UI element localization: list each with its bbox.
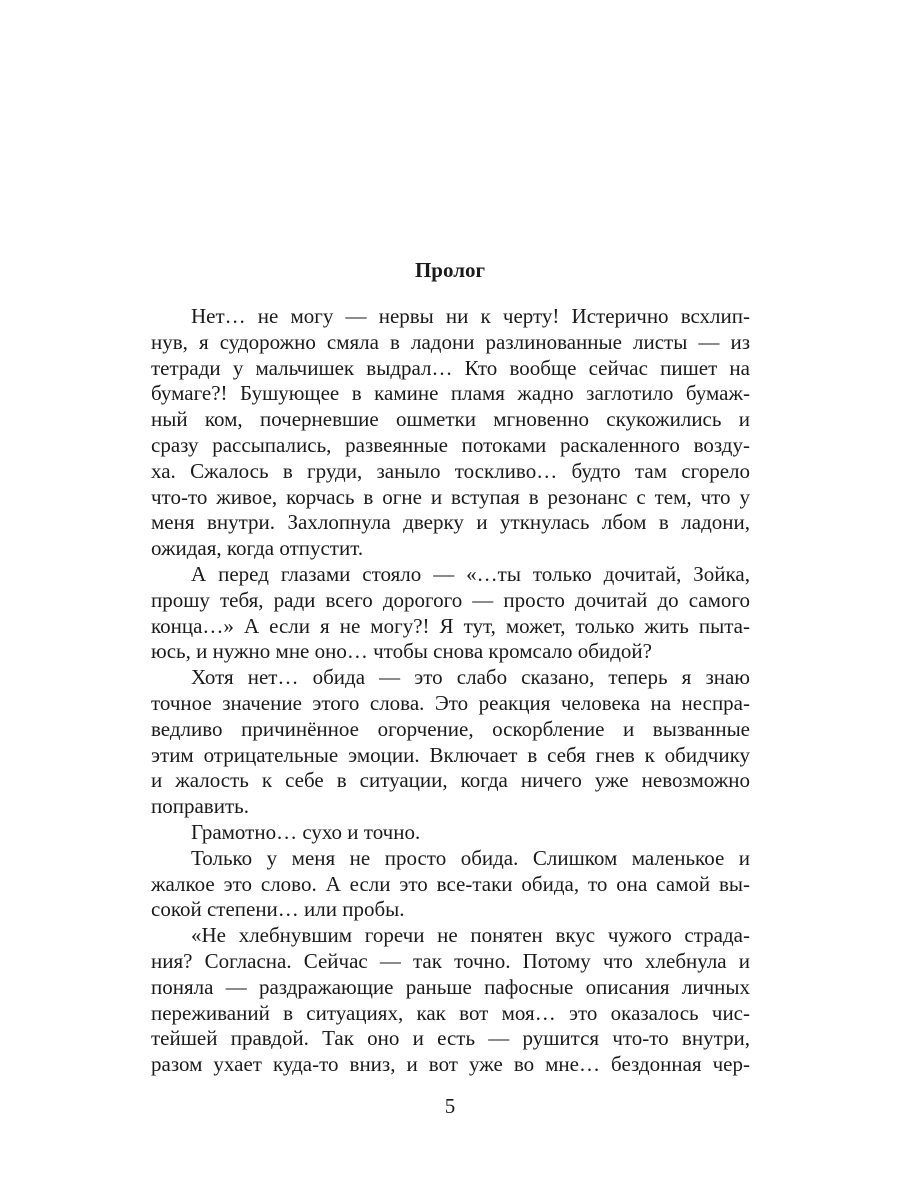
text-line: и жалость к себе в ситуации, когда ничего уже невозможно [151, 768, 750, 793]
text-line: точное значение этого слова. Это реакция человека на неспра- [151, 690, 750, 715]
text-line: юсь, и нужно мне оно… чтобы снова кромсало обидой? [151, 639, 652, 664]
text-line: бумаге?! Бушующее в камине пламя жадно заглотило бумаж- [151, 381, 750, 406]
text-line: этим отрицательные эмоции. Включает в себя гнев к обидчику [151, 742, 750, 767]
text-line: меня внутри. Захлопнула дверку и уткнулась лбом в ладони, [151, 510, 750, 535]
text-line: Нет… не могу — нервы ни к черту! Истерично всхлип- [191, 304, 750, 328]
text-line: ха. Сжалось в груди, заныло тоскливо… будто там сгорело [151, 458, 750, 483]
text-line: ведливо причинённое огорчение, оскорбление и вызванные [151, 716, 750, 741]
text-line: Хотя нет… обида — это слабо сказано, теперь я знаю [191, 665, 750, 690]
text-line: поняла — раздражающие раньше пафосные описания личных [151, 974, 750, 999]
text-line: нув, я судорожно смяла в ладони разлинованные листы — из [151, 329, 750, 354]
text-line: поправить. [151, 794, 249, 819]
text-line: разом ухает куда-то вниз, и вот уже во мне… бездонная чер- [151, 1052, 750, 1077]
text-line: жалкое это слово. А если это все-таки обида, то она самой вы- [151, 871, 750, 896]
text-line: сразу рассыпались, развеянные потоками раскаленного возду- [151, 432, 750, 457]
text-line: Грамотно… сухо и точно. [191, 819, 421, 844]
text-line: А перед глазами стояло — «…ты только дочитай, Зойка, [191, 561, 750, 586]
text-line: прошу тебя, ради всего дорогого — просто дочитай до самого [151, 587, 750, 612]
chapter-title: Пролог [414, 258, 486, 282]
text-line: конца…» А если я не могу?! Я тут, может, только жить пыта- [151, 613, 750, 638]
text-line: ный ком, почерневшие ошметки мгновенно скукожились и [151, 407, 750, 432]
text-line: сокой степени… или пробы. [151, 897, 405, 922]
text-line: что-то живое, корчась в огне и вступая в резонанс с тем, что у [151, 484, 750, 509]
text-line: «Не хлебнувшим горечи не понятен вкус чужого страда- [191, 923, 750, 948]
text-line: ожидая, когда отпустит. [151, 536, 364, 561]
text-line: ния? Согласна. Сейчас — так точно. Потому что хлебнула и [151, 948, 750, 973]
text-line: Только у меня не просто обида. Слишком маленькое и [191, 845, 750, 870]
text-line: переживаний в ситуациях, как вот моя… это оказалось чис- [151, 1000, 750, 1025]
body-text [151, 304, 750, 1078]
text-line: тетради у мальчишек выдрал… Кто вообще сейчас пишет на [151, 355, 750, 380]
page-number: 5 [444, 1094, 456, 1118]
text-line: тейшей правдой. Так оно и есть — рушится что-то внутри, [151, 1026, 750, 1051]
